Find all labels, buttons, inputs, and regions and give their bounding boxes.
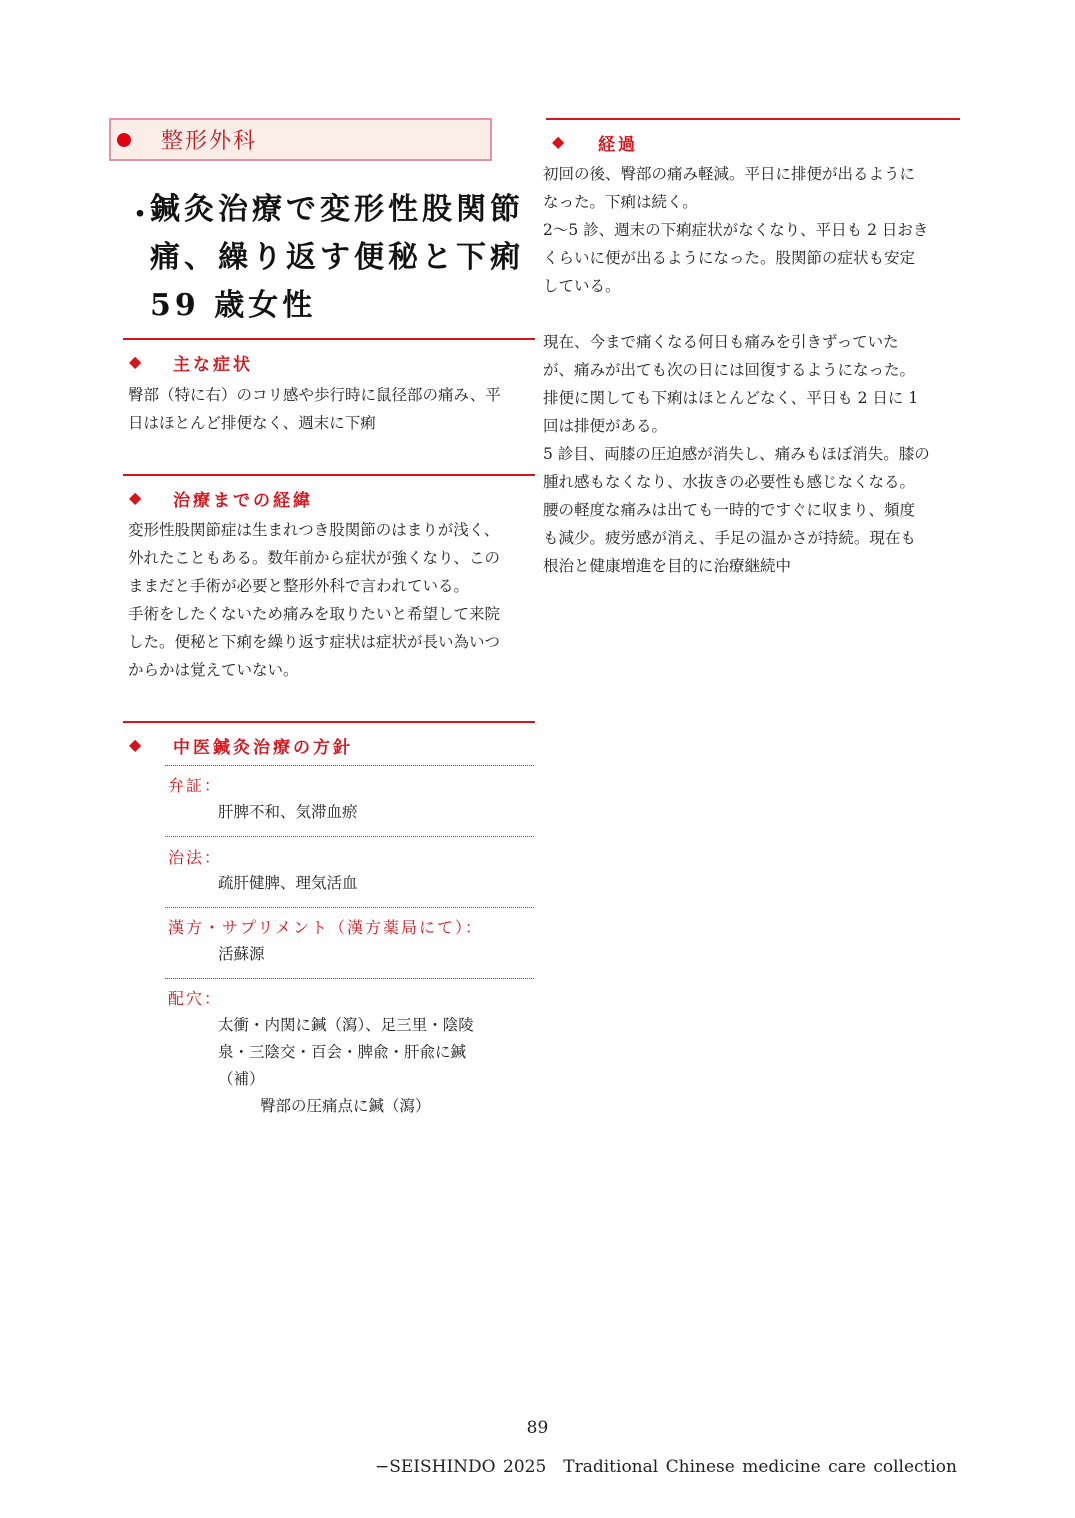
text-line: 手術をしたくないため痛みを取りたいと希望して来院 <box>128 605 501 623</box>
circle-bullet-icon <box>117 133 131 147</box>
section-title: 主な症状 <box>173 355 253 375</box>
title-line: 鍼灸治療で変形性股関節 <box>150 192 524 227</box>
text-line: くらいに便が出るようになった。股関節の症状も安定 <box>543 249 916 267</box>
text-line: 腫れ感もなくなり、水抜きの必要性も感じなくなる。 <box>543 473 916 491</box>
section-title: 中医鍼灸治療の方針 <box>173 738 353 758</box>
text-line: 泉・三陰交・百会・脾兪・肝兪に鍼 <box>218 1043 467 1061</box>
text-line: も減少。疲労感が消え、手足の温かさが持続。現在も <box>543 529 916 547</box>
title-line: 痛、繰り返す便秘と下痢 <box>150 240 524 275</box>
diamond-icon: ◆ <box>129 488 142 507</box>
footer-text: −SEISHINDO 2025 Traditional Chinese medicine care collection <box>374 1457 957 1477</box>
dotted-divider <box>165 765 534 766</box>
text-line: 初回の後、臀部の痛み軽減。平日に排便が出るように <box>543 165 916 183</box>
text-line: 活蘇源 <box>218 945 265 963</box>
section-heading-policy <box>123 721 535 758</box>
diamond-icon: ◆ <box>552 132 565 151</box>
text-line: ままだと手術が必要と整形外科で言われている。 <box>128 577 470 595</box>
policy-label-method: 治法： <box>168 848 223 867</box>
text-line: 現在、今まで痛くなる何日も痛みを引きずっていた <box>543 333 899 351</box>
text-line: した。便秘と下痢を繰り返す症状は症状が長い為いつ <box>128 633 501 651</box>
blank-line <box>543 300 930 328</box>
text-line: 日はほとんど排便なく、週末に下痢 <box>128 414 376 432</box>
text-line: 変形性股関節症は生まれつき股関節のはまりが浅く、 <box>128 521 500 539</box>
policy-label-points: 配穴： <box>168 989 223 1008</box>
text-line: 臀部の圧痛点に鍼（瀉） <box>260 1097 431 1115</box>
page-title <box>150 186 524 330</box>
section-heading-progress <box>546 118 960 155</box>
dotted-divider <box>165 978 534 979</box>
text-line: 排便に関しても下痢はほとんどなく、平日も 2 日に 1 <box>543 389 919 407</box>
text-line: 根治と健康増進を目的に治療継続中 <box>543 557 792 575</box>
text-line: からかは覚えていない。 <box>128 661 299 679</box>
text-line: なった。下痢は続く。 <box>543 193 698 211</box>
page-number: 89 <box>526 1418 549 1438</box>
title-line: 59 歳女性 <box>150 288 317 323</box>
section-title: 治療までの経緯 <box>173 491 313 511</box>
section-heading-symptoms <box>123 338 535 375</box>
dotted-divider <box>165 907 534 908</box>
text-line: （補） <box>218 1070 265 1088</box>
policy-label-diagnosis: 弁証： <box>168 776 223 795</box>
section-title: 経過 <box>598 135 638 155</box>
text-line: 5 診目、両膝の圧迫感が消失し、痛みもほぼ消失。膝の <box>543 445 930 463</box>
policy-label-herbal: 漢方・サプリメント（漢方薬局にて）： <box>168 918 484 937</box>
progress-text <box>543 160 930 580</box>
text-line: が、痛みが出ても次の日には回復するようになった。 <box>543 361 916 379</box>
text-line: している。 <box>543 277 621 295</box>
text-line: 外れたこともある。数年前から症状が強くなり、この <box>128 549 501 567</box>
section-heading-history <box>123 474 535 511</box>
text-line: 回は排便がある。 <box>543 417 668 435</box>
text-line: 2〜5 診、週末の下痢症状がなくなり、平日も 2 日おき <box>543 221 929 239</box>
history-text <box>128 516 500 684</box>
category-box <box>109 118 492 161</box>
text-line: 肝脾不和、気滞血瘀 <box>218 803 358 821</box>
policy-value-points <box>218 1012 474 1120</box>
policy-value-herbal <box>218 941 265 968</box>
text-line: 臀部（特に右）のコリ感や歩行時に鼠径部の痛み、平 <box>128 386 501 404</box>
policy-value-diagnosis <box>218 799 358 826</box>
title-bullet: ・ <box>125 198 155 233</box>
text-line: 疏肝健脾、理気活血 <box>218 874 358 892</box>
category-label: 整形外科 <box>161 129 258 154</box>
dotted-divider <box>165 836 534 837</box>
diamond-icon: ◆ <box>129 735 142 754</box>
symptoms-text <box>128 381 501 437</box>
policy-value-method <box>218 870 358 897</box>
text-line: 太衝・内関に鍼（瀉）、足三里・陰陵 <box>218 1016 474 1034</box>
text-line: 腰の軽度な痛みは出ても一時的ですぐに収まり、頻度 <box>543 501 916 519</box>
diamond-icon: ◆ <box>129 352 142 371</box>
